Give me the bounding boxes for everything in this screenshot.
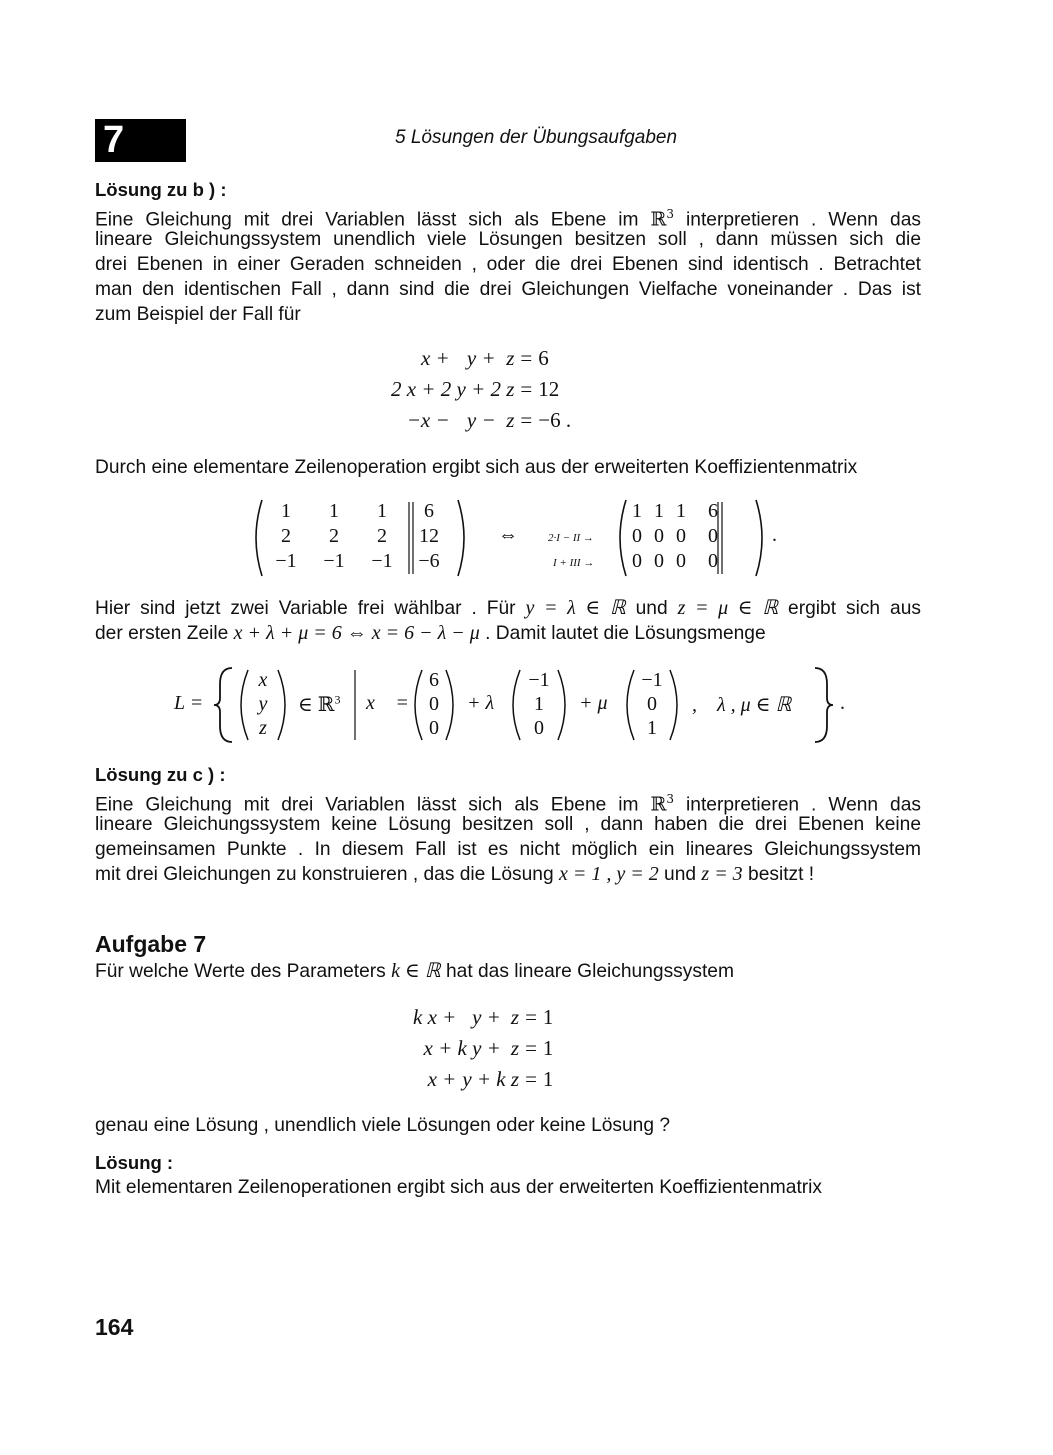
equation-system-7 <box>410 1002 556 1095</box>
paragraph-line: lineare Gleichungssystem keine Lösung besitzen soll , dann haben die drei Ebenen keine <box>95 814 921 835</box>
exercise-title: Aufgabe 7 <box>95 931 207 957</box>
paragraph-line: lineare Gleichungssystem unendlich viele Lösungen besitzen soll , dann müssen sich die <box>95 229 921 250</box>
set-period: . <box>840 692 845 714</box>
vector-xyz: x y z <box>258 669 268 739</box>
equation-row: x + y + z = 6 <box>420 346 549 370</box>
exercise-solution-heading: Lösung : <box>95 1152 174 1173</box>
solution-b-paragraph <box>95 202 921 327</box>
solution-set <box>170 664 860 746</box>
exercise-question: genau eine Lösung , unendlich viele Lösungen oder keine Lösung ? <box>95 1115 671 1136</box>
equation-row: 2 x + 2 y + 2 z = 12 <box>391 377 560 401</box>
equation-row: k x + y + z = 1 <box>413 1005 554 1029</box>
equation-row: x + k y + z = 1 <box>423 1036 554 1060</box>
paragraph-line: der ersten Zeile x + λ + μ = 6 ⇔ x = 6 − λ − μ . Damit lautet die Lösungsmenge <box>95 622 766 644</box>
exercise-intro: Für welche Werte des Parameters k ∈ ℝ hat das lineare Gleichungssystem <box>95 960 734 982</box>
equation-row: −x − y − z = −6 . <box>406 408 572 432</box>
row-op-1: 2·I − II → <box>548 532 594 544</box>
vector-direction-2: −1 0 1 <box>641 669 663 739</box>
paragraph-line: drei Ebenen in einer Geraden schneiden , oder die drei Ebenen sind identisch . Betrachtet <box>95 254 921 275</box>
set-L-label: L = <box>174 692 204 714</box>
vector-direction-1: −1 1 0 <box>528 669 550 739</box>
equation-row: x + y + k z = 1 <box>427 1067 554 1091</box>
matrix-right: 1 1 1 6 0 0 0 0 0 0 0 0 <box>632 500 718 572</box>
paragraph-line: man den identischen Fall , dann sind die drei Gleichungen Vielfache voneinander . Das ist <box>95 279 921 300</box>
paragraph-line: Eine Gleichung mit drei Variablen lässt sich als Ebene im ℝ$^3$ interpretieren . Wenn das <box>95 792 921 816</box>
parameter-domain: , λ , μ ∈ ℝ <box>692 694 792 716</box>
in-r3: ∈ ℝ$^3$ <box>298 692 341 716</box>
augmented-matrix-equivalence <box>248 496 788 580</box>
page-number: 164 <box>95 1314 134 1340</box>
paragraph-line: Eine Gleichung mit drei Variablen lässt sich als Ebene im ℝ$^3$ interpretieren . Wenn das <box>95 207 921 231</box>
paragraph-line: Hier sind jetzt zwei Variable frei wählbar . Für y = λ ∈ ℝ und z = μ ∈ ℝ ergibt sich aus <box>95 597 921 619</box>
matrix-period: . <box>772 524 777 546</box>
solution-c-paragraph <box>95 787 921 887</box>
vector-support: 6 0 0 <box>429 669 439 739</box>
text-after-system: Durch eine elementare Zeilenoperation ergibt sich aus der erweiterten Koeffizientenmatrix <box>95 457 858 478</box>
equation-system-b <box>388 343 574 436</box>
chapter-number-box: 7 <box>95 119 186 162</box>
free-variables-paragraph <box>95 596 921 646</box>
x-vector-label: x⃗ = <box>366 692 409 714</box>
solution-c-heading: Lösung zu c ) : <box>95 764 226 785</box>
paragraph-line: zum Beispiel der Fall für <box>95 304 301 325</box>
paragraph-line: mit drei Gleichungen zu konstruieren , das die Lösung x = 1 , y = 2 und z = 3 besitzt ! <box>95 863 815 885</box>
equivalence-symbol: ⇔ <box>498 524 518 546</box>
paragraph-line: gemeinsamen Punkte . In diesem Fall ist es nicht möglich ein lineares Gleichungssystem <box>95 839 921 860</box>
running-title: 5 Lösungen der Übungsaufgaben <box>395 127 678 148</box>
exercise-solution-text: Mit elementaren Zeilenoperationen ergibt sich aus der erweiterten Koeffizientenmatrix <box>95 1177 823 1198</box>
solution-b-heading: Lösung zu b ) : <box>95 179 227 200</box>
plus-mu: + μ <box>579 692 608 714</box>
plus-lambda: + λ <box>467 692 495 714</box>
matrix-left: 1 1 1 6 2 2 2 12 −1 −1 −1 −6 <box>275 500 440 572</box>
row-op-2: I + III → <box>553 557 595 569</box>
